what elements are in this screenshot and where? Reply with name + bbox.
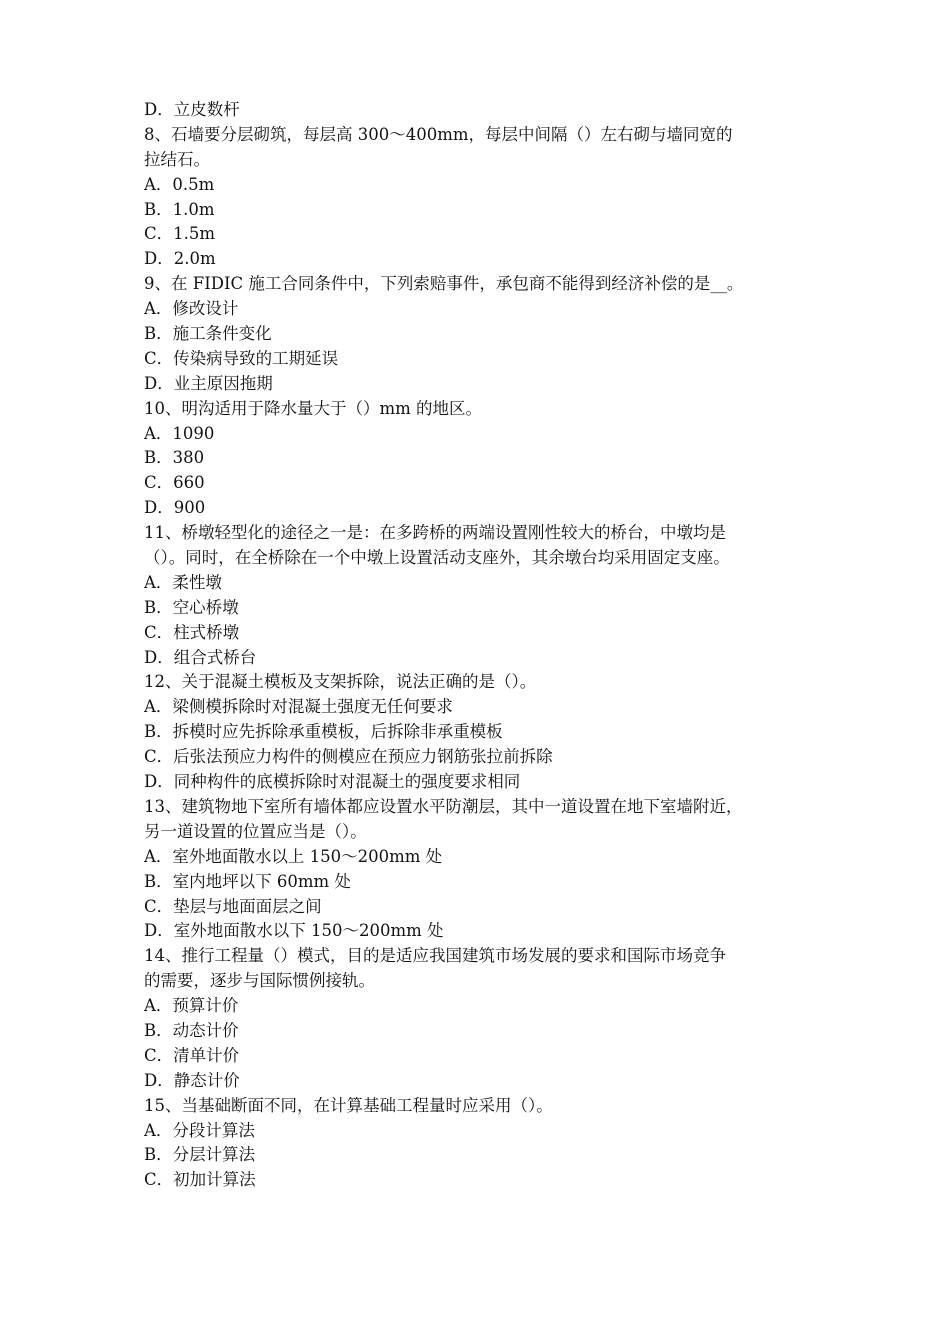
text-line: B．室内地坪以下 60mm 处 [144,871,351,891]
text-line: 8、石墙要分层砌筑，每层高 300～400mm，每层中间隔（）左右砌与墙同宽的 [144,124,733,144]
text-line: D．900 [144,498,206,518]
text-line: （）。同时，在全桥除在一个中墩上设置活动支座外，其余墩台均采用固定支座。 [144,548,730,568]
text-line: D．立皮数杆 [144,100,240,119]
text-line: A．0.5m [144,174,215,194]
text-line: C．垫层与地面面层之间 [144,896,322,916]
text-line: C．660 [144,473,205,493]
text-line: B．380 [144,448,205,468]
text-line: A．梁侧模拆除时对混凝土强度无任何要求 [144,697,453,717]
text-line: 9、在 FIDIC 施工合同条件中，下列索赔事件，承包商不能得到经济补偿的是__。 [144,274,744,294]
text-line: B．拆模时应先拆除承重模板，后拆除非承重模板 [144,722,503,742]
text-line: A．预算计价 [144,996,239,1016]
text-line: B．空心桥墩 [144,597,239,617]
text-line: 10、明沟适用于降水量大于（）mm 的地区。 [144,398,483,418]
text-line: C．清单计价 [144,1045,240,1065]
text-line: C．后张法预应力构件的侧模应在预应力钢筋张拉前拆除 [144,747,553,767]
text-line: B．分层计算法 [144,1145,256,1165]
text-line: 的需要，逐步与国际惯例接轨。 [144,971,375,991]
text-line: D．室外地面散水以下 150～200mm 处 [144,921,444,941]
text-line: A．分段计算法 [144,1120,255,1140]
text-line: A．柔性墩 [144,572,222,592]
text-line: D．2.0m [144,249,216,269]
text-line: D．静态计价 [144,1070,240,1090]
text-line: A．1090 [144,423,215,443]
text-line: 拉结石。 [144,149,210,169]
text-line: 12、关于混凝土模板及支架拆除，说法正确的是（）。 [144,672,537,692]
text-line: 15、当基础断面不同，在计算基础工程量时应采用（）。 [144,1095,553,1115]
text-line: D．业主原因拖期 [144,373,273,393]
text-line: C．柱式桥墩 [144,622,240,642]
text-line: D．组合式桥台 [144,647,257,667]
text-line: 13、建筑物地下室所有墙体都应设置水平防潮层，其中一道设置在地下室墙附近， [144,796,743,816]
text-line: C．传染病导致的工期延误 [144,348,339,368]
text-line: A．修改设计 [144,299,239,319]
text-line: B．1.0m [144,199,215,219]
text-line: C．1.5m [144,224,216,244]
text-line: C．初加计算法 [144,1170,256,1190]
text-line: B．动态计价 [144,1020,239,1040]
text-line: A．室外地面散水以上 150～200mm 处 [144,846,443,866]
document-body [144,98,814,1193]
text-line: 另一道设置的位置应当是（）。 [144,821,367,841]
text-line: D．同种构件的底模拆除时对混凝土的强度要求相同 [144,772,521,792]
text-line: B．施工条件变化 [144,324,272,344]
text-line: 14、推行工程量（）模式，目的是适应我国建筑市场发展的要求和国际市场竞争 [144,946,726,966]
text-line: 11、桥墩轻型化的途径之一是：在多跨桥的两端设置刚性较大的桥台，中墩均是 [144,523,726,543]
